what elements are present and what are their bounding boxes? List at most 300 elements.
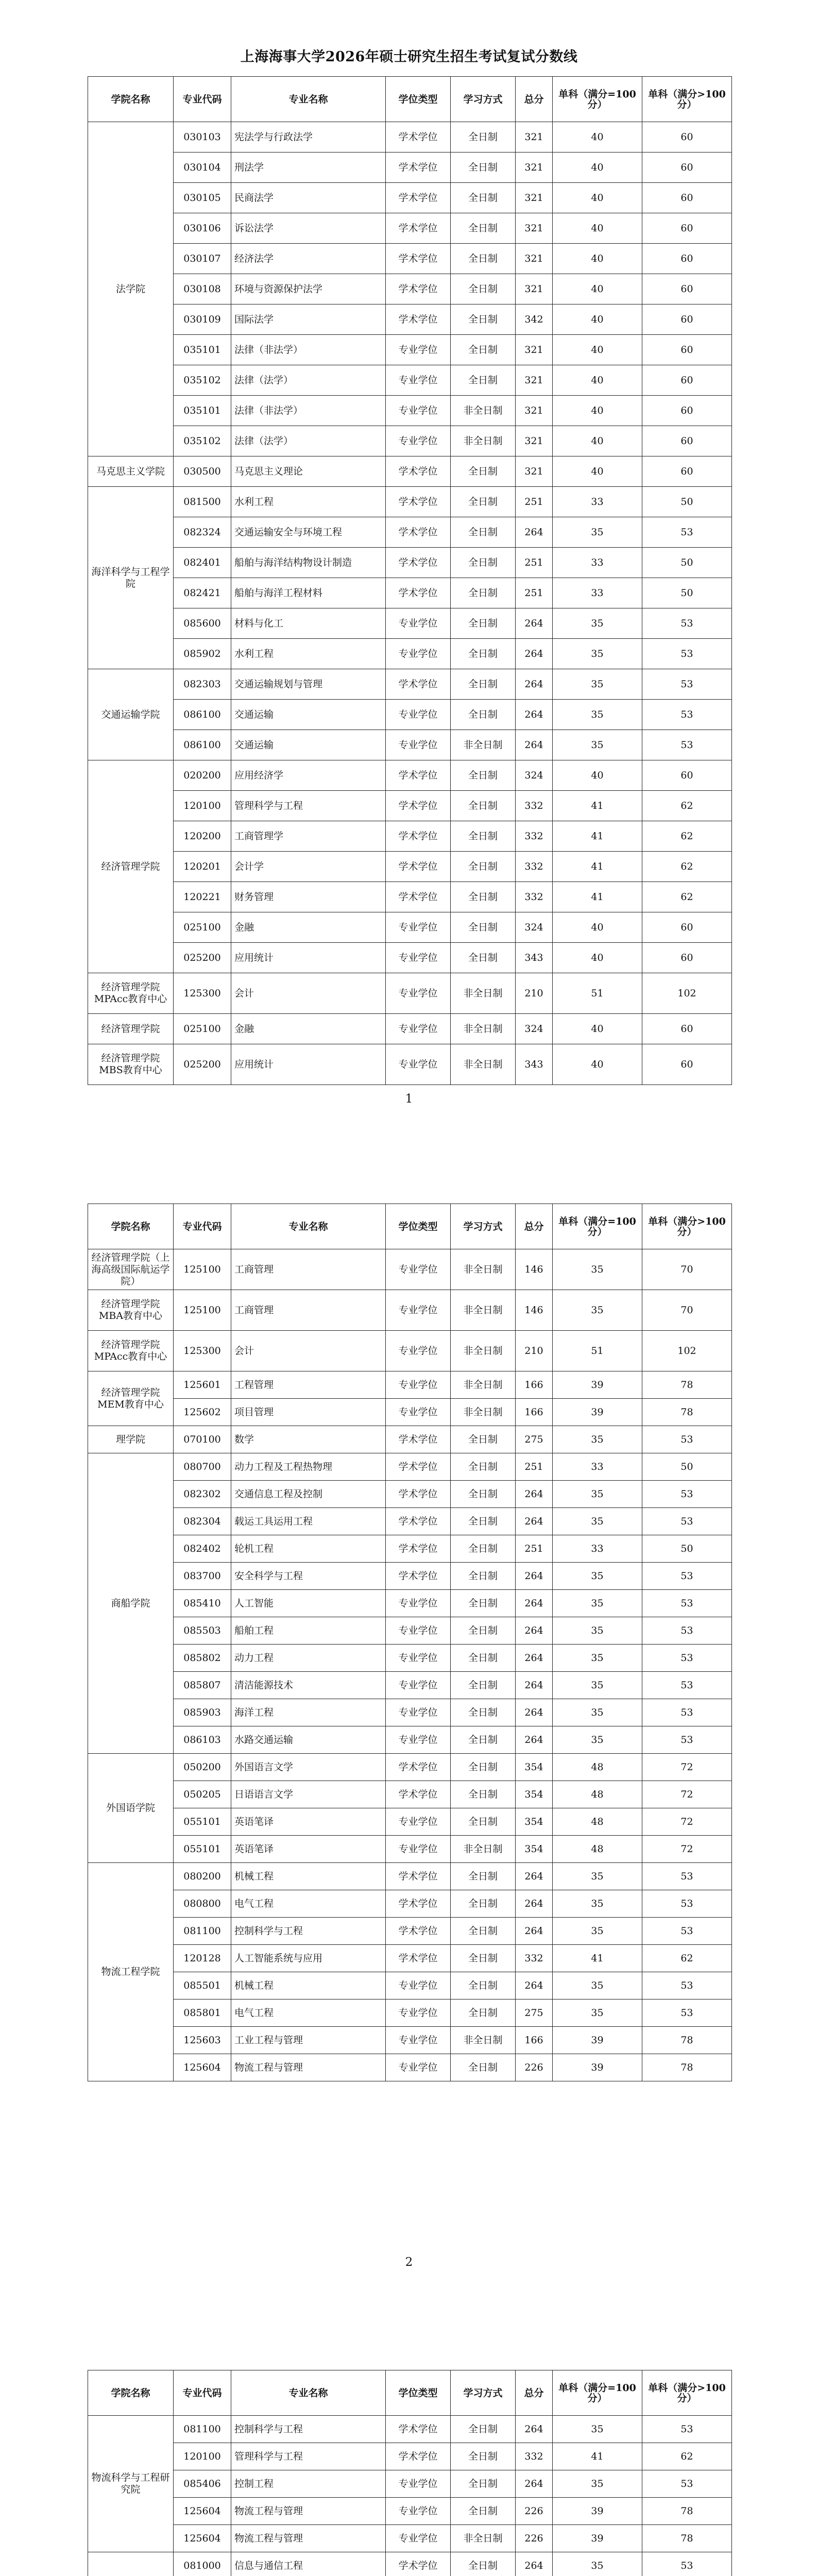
degree-type: 专业学位 bbox=[386, 396, 451, 426]
degree-type: 学术学位 bbox=[386, 852, 451, 882]
total-score: 264 bbox=[516, 1972, 553, 1999]
degree-type: 学术学位 bbox=[386, 669, 451, 700]
degree-type: 学术学位 bbox=[386, 1918, 451, 1945]
major-name: 管理科学与工程 bbox=[231, 2443, 386, 2470]
major-name: 法律（法学） bbox=[231, 426, 386, 456]
single-score-over-100: 50 bbox=[642, 548, 732, 578]
header-single-100: 单科（满分=100分） bbox=[553, 1204, 642, 1249]
degree-type: 专业学位 bbox=[386, 2525, 451, 2552]
major-code: 082303 bbox=[174, 669, 231, 700]
table-row bbox=[88, 487, 732, 517]
single-score-100: 35 bbox=[553, 730, 642, 760]
study-mode: 全日制 bbox=[451, 760, 516, 791]
major-name: 应用统计 bbox=[231, 1044, 386, 1085]
study-mode: 非全日制 bbox=[451, 2525, 516, 2552]
total-score: 354 bbox=[516, 1836, 553, 1863]
single-score-over-100: 53 bbox=[642, 1645, 732, 1672]
major-code: 125604 bbox=[174, 2498, 231, 2525]
study-mode: 全日制 bbox=[451, 852, 516, 882]
single-score-100: 35 bbox=[553, 1999, 642, 2027]
major-name: 轮机工程 bbox=[231, 1535, 386, 1563]
header-code: 专业代码 bbox=[174, 1204, 231, 1249]
major-code: 030106 bbox=[174, 213, 231, 244]
study-mode: 全日制 bbox=[451, 821, 516, 852]
total-score: 264 bbox=[516, 1890, 553, 1918]
single-score-100: 35 bbox=[553, 2470, 642, 2498]
single-score-over-100: 72 bbox=[642, 1754, 732, 1781]
table-row bbox=[88, 122, 732, 152]
table-row bbox=[88, 1014, 732, 1044]
major-name: 清洁能源技术 bbox=[231, 1672, 386, 1699]
degree-type: 学术学位 bbox=[386, 1890, 451, 1918]
major-code: 086100 bbox=[174, 700, 231, 730]
major-code: 030103 bbox=[174, 122, 231, 152]
major-code: 080800 bbox=[174, 1890, 231, 1918]
total-score: 264 bbox=[516, 1699, 553, 1726]
study-mode: 全日制 bbox=[451, 943, 516, 973]
degree-type: 学术学位 bbox=[386, 1781, 451, 1808]
single-score-100: 35 bbox=[553, 1426, 642, 1453]
study-mode: 全日制 bbox=[451, 1699, 516, 1726]
major-name: 经济法学 bbox=[231, 244, 386, 274]
single-score-100: 40 bbox=[553, 426, 642, 456]
single-score-over-100: 53 bbox=[642, 639, 732, 669]
table-row bbox=[88, 2054, 732, 2081]
study-mode: 非全日制 bbox=[451, 1044, 516, 1085]
table-row bbox=[88, 1371, 732, 1399]
major-code: 035102 bbox=[174, 365, 231, 396]
single-score-over-100: 72 bbox=[642, 1808, 732, 1836]
single-score-100: 35 bbox=[553, 669, 642, 700]
major-code: 085902 bbox=[174, 639, 231, 669]
major-name: 材料与化工 bbox=[231, 608, 386, 639]
single-score-over-100: 53 bbox=[642, 730, 732, 760]
total-score: 321 bbox=[516, 183, 553, 213]
single-score-over-100: 50 bbox=[642, 578, 732, 608]
single-score-100: 35 bbox=[553, 1508, 642, 1535]
table-row bbox=[88, 1754, 732, 1781]
major-name: 英语笔译 bbox=[231, 1808, 386, 1836]
study-mode: 全日制 bbox=[451, 1781, 516, 1808]
single-score-100: 39 bbox=[553, 2498, 642, 2525]
single-score-100: 35 bbox=[553, 1863, 642, 1890]
table-row bbox=[88, 1563, 732, 1590]
total-score: 264 bbox=[516, 2552, 553, 2576]
study-mode: 全日制 bbox=[451, 1999, 516, 2027]
single-score-over-100: 70 bbox=[642, 1290, 732, 1331]
table-row bbox=[88, 1617, 732, 1645]
single-score-100: 35 bbox=[553, 639, 642, 669]
major-name: 交通运输规划与管理 bbox=[231, 669, 386, 700]
study-mode: 全日制 bbox=[451, 1972, 516, 1999]
table-row bbox=[88, 1781, 732, 1808]
single-score-over-100: 50 bbox=[642, 1453, 732, 1481]
major-name: 工商管理 bbox=[231, 1249, 386, 1290]
college-name: 外国语学院 bbox=[88, 1754, 174, 1863]
total-score: 264 bbox=[516, 1590, 553, 1617]
major-name: 水利工程 bbox=[231, 639, 386, 669]
single-score-over-100: 60 bbox=[642, 304, 732, 335]
single-score-100: 40 bbox=[553, 1044, 642, 1085]
major-code: 120201 bbox=[174, 852, 231, 882]
page-number: 2 bbox=[405, 2256, 413, 2269]
major-name: 海洋工程 bbox=[231, 1699, 386, 1726]
table-row bbox=[88, 578, 732, 608]
major-name: 应用经济学 bbox=[231, 760, 386, 791]
college-name: 商船学院 bbox=[88, 1453, 174, 1754]
table-row bbox=[88, 213, 732, 244]
major-code: 030104 bbox=[174, 152, 231, 183]
single-score-100: 35 bbox=[553, 1726, 642, 1754]
total-score: 264 bbox=[516, 730, 553, 760]
study-mode: 全日制 bbox=[451, 487, 516, 517]
study-mode: 全日制 bbox=[451, 2552, 516, 2576]
degree-type: 专业学位 bbox=[386, 1836, 451, 1863]
table-row bbox=[88, 1808, 732, 1836]
major-code: 082401 bbox=[174, 548, 231, 578]
total-score: 264 bbox=[516, 639, 553, 669]
single-score-over-100: 62 bbox=[642, 791, 732, 821]
degree-type: 专业学位 bbox=[386, 426, 451, 456]
score-table-page-3 bbox=[88, 2370, 732, 2576]
major-name: 金融 bbox=[231, 1014, 386, 1044]
major-code: 030108 bbox=[174, 274, 231, 304]
score-table-page-1 bbox=[88, 76, 732, 1085]
major-name: 工业工程与管理 bbox=[231, 2027, 386, 2054]
major-code: 085807 bbox=[174, 1672, 231, 1699]
major-name: 法律（非法学） bbox=[231, 335, 386, 365]
single-score-100: 41 bbox=[553, 2443, 642, 2470]
total-score: 264 bbox=[516, 608, 553, 639]
single-score-100: 33 bbox=[553, 487, 642, 517]
total-score: 324 bbox=[516, 912, 553, 943]
single-score-over-100: 53 bbox=[642, 669, 732, 700]
single-score-over-100: 53 bbox=[642, 1863, 732, 1890]
study-mode: 全日制 bbox=[451, 1890, 516, 1918]
single-score-over-100: 50 bbox=[642, 487, 732, 517]
college-name: 经济管理学院 bbox=[88, 760, 174, 973]
table-row bbox=[88, 396, 732, 426]
table-row bbox=[88, 2416, 732, 2443]
degree-type: 学术学位 bbox=[386, 213, 451, 244]
total-score: 321 bbox=[516, 456, 553, 487]
single-score-over-100: 53 bbox=[642, 1508, 732, 1535]
study-mode: 非全日制 bbox=[451, 1331, 516, 1371]
major-code: 125100 bbox=[174, 1249, 231, 1290]
study-mode: 全日制 bbox=[451, 1645, 516, 1672]
header-college: 学院名称 bbox=[88, 2370, 174, 2416]
table-row bbox=[88, 1453, 732, 1481]
college-name: 物流工程学院 bbox=[88, 1863, 174, 2081]
total-score: 321 bbox=[516, 213, 553, 244]
major-name: 会计 bbox=[231, 973, 386, 1014]
major-name: 物流工程与管理 bbox=[231, 2498, 386, 2525]
single-score-100: 39 bbox=[553, 1371, 642, 1399]
single-score-100: 35 bbox=[553, 2552, 642, 2576]
major-code: 050200 bbox=[174, 1754, 231, 1781]
total-score: 321 bbox=[516, 396, 553, 426]
header-degree-type: 学位类型 bbox=[386, 1204, 451, 1249]
degree-type: 专业学位 bbox=[386, 2470, 451, 2498]
study-mode: 全日制 bbox=[451, 152, 516, 183]
table-row bbox=[88, 639, 732, 669]
major-code: 086103 bbox=[174, 1726, 231, 1754]
single-score-100: 35 bbox=[553, 608, 642, 639]
study-mode: 全日制 bbox=[451, 882, 516, 912]
major-code: 082421 bbox=[174, 578, 231, 608]
degree-type: 专业学位 bbox=[386, 943, 451, 973]
major-code: 050205 bbox=[174, 1781, 231, 1808]
header-single-100: 单科（满分=100分） bbox=[553, 77, 642, 122]
single-score-over-100: 53 bbox=[642, 1672, 732, 1699]
study-mode: 非全日制 bbox=[451, 1836, 516, 1863]
degree-type: 学术学位 bbox=[386, 304, 451, 335]
single-score-100: 40 bbox=[553, 335, 642, 365]
single-score-100: 51 bbox=[553, 973, 642, 1014]
single-score-100: 40 bbox=[553, 183, 642, 213]
total-score: 251 bbox=[516, 578, 553, 608]
college-name bbox=[88, 2552, 174, 2576]
table-row bbox=[88, 2498, 732, 2525]
single-score-100: 40 bbox=[553, 912, 642, 943]
major-name: 人工智能系统与应用 bbox=[231, 1945, 386, 1972]
major-name: 船舶工程 bbox=[231, 1617, 386, 1645]
major-name: 金融 bbox=[231, 912, 386, 943]
single-score-100: 35 bbox=[553, 1617, 642, 1645]
total-score: 264 bbox=[516, 2470, 553, 2498]
degree-type: 专业学位 bbox=[386, 1699, 451, 1726]
table-row bbox=[88, 365, 732, 396]
document-title: 上海海事大学2026年硕士研究生招生考试复试分数线 bbox=[240, 49, 578, 65]
degree-type: 专业学位 bbox=[386, 1399, 451, 1426]
single-score-100: 41 bbox=[553, 821, 642, 852]
major-code: 030500 bbox=[174, 456, 231, 487]
major-code: 081100 bbox=[174, 1918, 231, 1945]
total-score: 264 bbox=[516, 1481, 553, 1508]
total-score: 251 bbox=[516, 548, 553, 578]
degree-type: 专业学位 bbox=[386, 365, 451, 396]
study-mode: 全日制 bbox=[451, 183, 516, 213]
single-score-over-100: 78 bbox=[642, 1371, 732, 1399]
header-single-over-100: 单科（满分>100分） bbox=[642, 1204, 732, 1249]
table-row bbox=[88, 1249, 732, 1290]
major-code: 082304 bbox=[174, 1508, 231, 1535]
single-score-over-100: 78 bbox=[642, 2525, 732, 2552]
study-mode: 非全日制 bbox=[451, 730, 516, 760]
single-score-over-100: 60 bbox=[642, 943, 732, 973]
single-score-100: 39 bbox=[553, 1399, 642, 1426]
major-name: 应用统计 bbox=[231, 943, 386, 973]
degree-type: 专业学位 bbox=[386, 1290, 451, 1331]
table-row bbox=[88, 152, 732, 183]
major-code: 070100 bbox=[174, 1426, 231, 1453]
degree-type: 学术学位 bbox=[386, 2416, 451, 2443]
table-header-row bbox=[88, 77, 732, 122]
single-score-over-100: 53 bbox=[642, 1590, 732, 1617]
degree-type: 专业学位 bbox=[386, 639, 451, 669]
major-code: 120221 bbox=[174, 882, 231, 912]
table-row bbox=[88, 1590, 732, 1617]
degree-type: 专业学位 bbox=[386, 1044, 451, 1085]
major-code: 081000 bbox=[174, 2552, 231, 2576]
major-name: 电气工程 bbox=[231, 1890, 386, 1918]
single-score-100: 48 bbox=[553, 1781, 642, 1808]
total-score: 146 bbox=[516, 1249, 553, 1290]
degree-type: 学术学位 bbox=[386, 1754, 451, 1781]
total-score: 321 bbox=[516, 152, 553, 183]
study-mode: 非全日制 bbox=[451, 1014, 516, 1044]
table-row bbox=[88, 456, 732, 487]
major-name: 动力工程 bbox=[231, 1645, 386, 1672]
major-code: 085903 bbox=[174, 1699, 231, 1726]
major-code: 055101 bbox=[174, 1836, 231, 1863]
degree-type: 专业学位 bbox=[386, 1645, 451, 1672]
single-score-100: 35 bbox=[553, 1699, 642, 1726]
total-score: 166 bbox=[516, 1399, 553, 1426]
college-name: 理学院 bbox=[88, 1426, 174, 1453]
major-name: 机械工程 bbox=[231, 1972, 386, 1999]
major-name: 物流工程与管理 bbox=[231, 2525, 386, 2552]
total-score: 321 bbox=[516, 365, 553, 396]
major-code: 085503 bbox=[174, 1617, 231, 1645]
major-code: 120128 bbox=[174, 1945, 231, 1972]
single-score-100: 35 bbox=[553, 1918, 642, 1945]
single-score-over-100: 72 bbox=[642, 1781, 732, 1808]
single-score-over-100: 60 bbox=[642, 274, 732, 304]
degree-type: 学术学位 bbox=[386, 1945, 451, 1972]
major-code: 125300 bbox=[174, 1331, 231, 1371]
degree-type: 学术学位 bbox=[386, 2443, 451, 2470]
study-mode: 全日制 bbox=[451, 2416, 516, 2443]
study-mode: 全日制 bbox=[451, 456, 516, 487]
major-name: 船舶与海洋工程材料 bbox=[231, 578, 386, 608]
single-score-over-100: 60 bbox=[642, 365, 732, 396]
major-code: 025200 bbox=[174, 943, 231, 973]
total-score: 332 bbox=[516, 852, 553, 882]
table-row bbox=[88, 1044, 732, 1085]
table-row bbox=[88, 548, 732, 578]
degree-type: 学术学位 bbox=[386, 274, 451, 304]
major-name: 工商管理学 bbox=[231, 821, 386, 852]
study-mode: 全日制 bbox=[451, 2470, 516, 2498]
table-row bbox=[88, 760, 732, 791]
header-study-mode: 学习方式 bbox=[451, 1204, 516, 1249]
table-row bbox=[88, 973, 732, 1014]
study-mode: 非全日制 bbox=[451, 2027, 516, 2054]
single-score-over-100: 53 bbox=[642, 1617, 732, 1645]
study-mode: 全日制 bbox=[451, 244, 516, 274]
major-code: 035101 bbox=[174, 396, 231, 426]
total-score: 264 bbox=[516, 700, 553, 730]
major-name: 电气工程 bbox=[231, 1999, 386, 2027]
degree-type: 专业学位 bbox=[386, 912, 451, 943]
study-mode: 全日制 bbox=[451, 1808, 516, 1836]
table-row bbox=[88, 1890, 732, 1918]
single-score-100: 33 bbox=[553, 1535, 642, 1563]
major-name: 国际法学 bbox=[231, 304, 386, 335]
table-row bbox=[88, 791, 732, 821]
single-score-100: 35 bbox=[553, 2416, 642, 2443]
degree-type: 专业学位 bbox=[386, 973, 451, 1014]
major-code: 080200 bbox=[174, 1863, 231, 1890]
table-row bbox=[88, 1972, 732, 1999]
major-name: 控制工程 bbox=[231, 2470, 386, 2498]
study-mode: 非全日制 bbox=[451, 1399, 516, 1426]
major-name: 财务管理 bbox=[231, 882, 386, 912]
total-score: 264 bbox=[516, 669, 553, 700]
single-score-100: 48 bbox=[553, 1836, 642, 1863]
study-mode: 全日制 bbox=[451, 1863, 516, 1890]
study-mode: 全日制 bbox=[451, 1535, 516, 1563]
total-score: 321 bbox=[516, 274, 553, 304]
study-mode: 全日制 bbox=[451, 1945, 516, 1972]
degree-type: 学术学位 bbox=[386, 122, 451, 152]
study-mode: 全日制 bbox=[451, 2054, 516, 2081]
single-score-100: 35 bbox=[553, 700, 642, 730]
total-score: 264 bbox=[516, 1672, 553, 1699]
single-score-100: 40 bbox=[553, 304, 642, 335]
major-code: 085410 bbox=[174, 1590, 231, 1617]
college-name: 经济管理学院MBA教育中心 bbox=[88, 1290, 174, 1331]
total-score: 251 bbox=[516, 1535, 553, 1563]
major-code: 125601 bbox=[174, 1371, 231, 1399]
major-name: 环境与资源保护法学 bbox=[231, 274, 386, 304]
major-code: 025100 bbox=[174, 1014, 231, 1044]
study-mode: 全日制 bbox=[451, 639, 516, 669]
major-code: 082402 bbox=[174, 1535, 231, 1563]
score-table-page-2 bbox=[88, 1204, 732, 2081]
single-score-100: 35 bbox=[553, 517, 642, 548]
table-row bbox=[88, 852, 732, 882]
header-major: 专业名称 bbox=[231, 77, 386, 122]
college-name: 海洋科学与工程学院 bbox=[88, 487, 174, 669]
table-row bbox=[88, 1726, 732, 1754]
major-code: 125602 bbox=[174, 1399, 231, 1426]
table-row bbox=[88, 1535, 732, 1563]
degree-type: 专业学位 bbox=[386, 1590, 451, 1617]
total-score: 321 bbox=[516, 335, 553, 365]
major-code: 085406 bbox=[174, 2470, 231, 2498]
major-name: 安全科学与工程 bbox=[231, 1563, 386, 1590]
page-number: 1 bbox=[405, 1092, 413, 1106]
single-score-over-100: 72 bbox=[642, 1836, 732, 1863]
single-score-100: 39 bbox=[553, 2027, 642, 2054]
single-score-100: 40 bbox=[553, 244, 642, 274]
degree-type: 专业学位 bbox=[386, 1331, 451, 1371]
total-score: 275 bbox=[516, 1999, 553, 2027]
study-mode: 全日制 bbox=[451, 578, 516, 608]
major-code: 085801 bbox=[174, 1999, 231, 2027]
header-single-over-100: 单科（满分>100分） bbox=[642, 77, 732, 122]
single-score-over-100: 78 bbox=[642, 2054, 732, 2081]
total-score: 251 bbox=[516, 487, 553, 517]
single-score-100: 48 bbox=[553, 1808, 642, 1836]
single-score-100: 40 bbox=[553, 396, 642, 426]
header-single-over-100: 单科（满分>100分） bbox=[642, 2370, 732, 2416]
total-score: 226 bbox=[516, 2498, 553, 2525]
total-score: 321 bbox=[516, 426, 553, 456]
major-name: 船舶与海洋结构物设计制造 bbox=[231, 548, 386, 578]
major-name: 诉讼法学 bbox=[231, 213, 386, 244]
single-score-over-100: 102 bbox=[642, 973, 732, 1014]
degree-type: 专业学位 bbox=[386, 1014, 451, 1044]
degree-type: 专业学位 bbox=[386, 1617, 451, 1645]
header-study-mode: 学习方式 bbox=[451, 77, 516, 122]
table-row bbox=[88, 1331, 732, 1371]
single-score-100: 35 bbox=[553, 1249, 642, 1290]
table-row bbox=[88, 1645, 732, 1672]
single-score-over-100: 78 bbox=[642, 2027, 732, 2054]
